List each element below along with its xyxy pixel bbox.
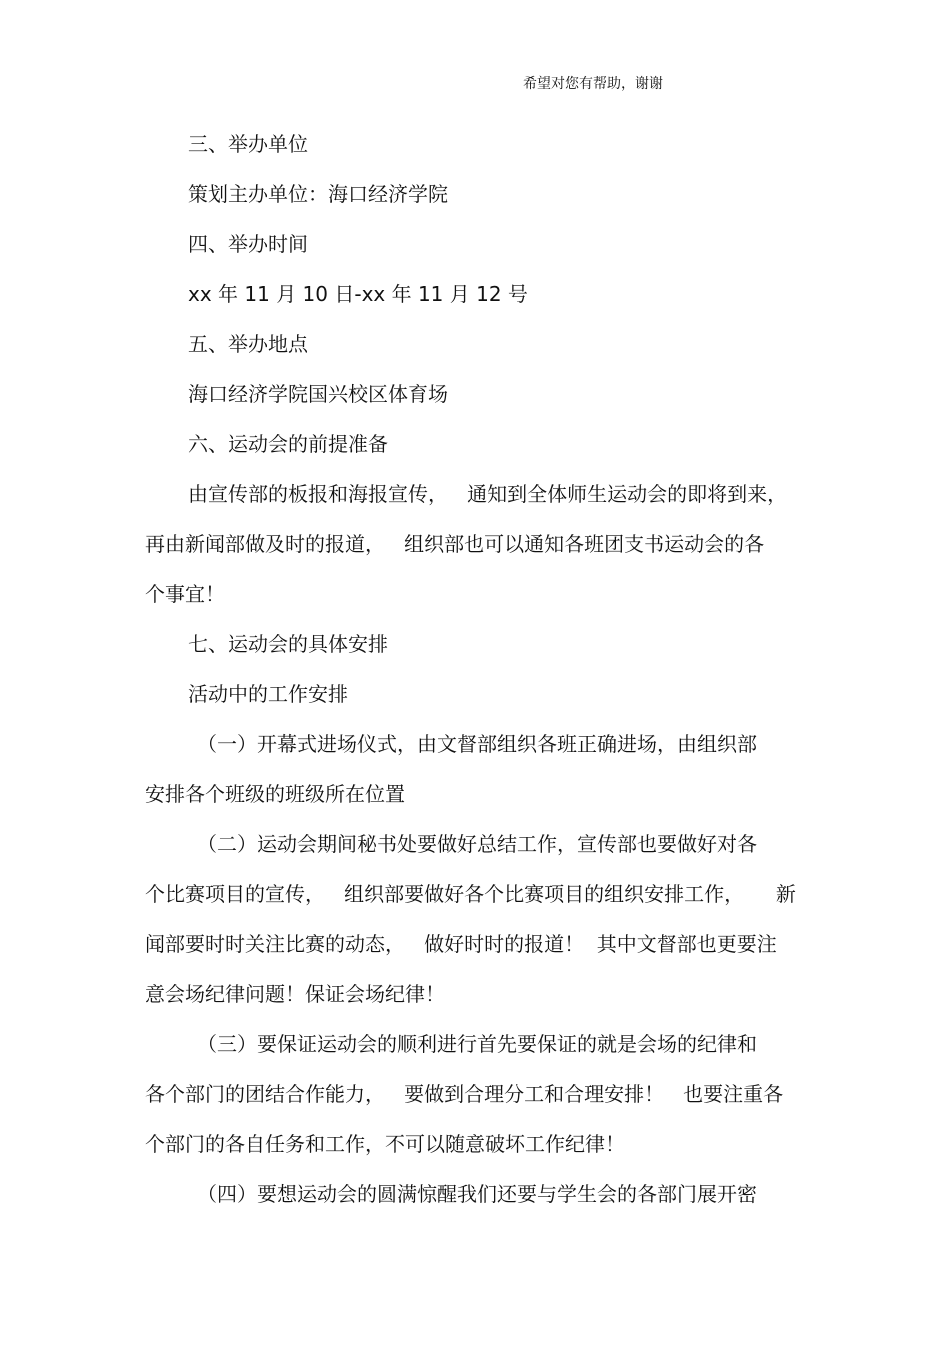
section-heading-7: 七、运动会的具体安排 bbox=[188, 632, 388, 656]
organizer-line: 策划主办单位：海口经济学院 bbox=[188, 182, 448, 206]
section-heading-5: 五、举办地点 bbox=[188, 332, 308, 356]
item-2-line: 闻部要时时关注比赛的动态， 做好时时的报道！ 其中文督部也更要注 bbox=[145, 932, 777, 956]
item-2-line: 个比赛项目的宣传， 组织部要做好各个比赛项目的组织安排工作， 新 bbox=[145, 882, 796, 906]
item-1-line: 安排各个班级的班级所在位置 bbox=[145, 782, 405, 806]
paragraph-line: 由宣传部的板报和海报宣传， 通知到全体师生运动会的即将到来， bbox=[188, 482, 788, 506]
section-heading-6: 六、运动会的前提准备 bbox=[188, 432, 388, 456]
subheading: 活动中的工作安排 bbox=[188, 682, 348, 706]
item-3-line: （三）要保证运动会的顺利进行首先要保证的就是会场的纪律和 bbox=[197, 1032, 757, 1056]
item-3-line: 个部门的各自任务和工作，不可以随意破坏工作纪律！ bbox=[145, 1132, 625, 1156]
date-line: xx 年 11 月 10 日-xx 年 11 月 12 号 bbox=[188, 282, 528, 306]
item-2-line: 意会场纪律问题！保证会场纪律！ bbox=[145, 982, 445, 1006]
header-note: 希望对您有帮助，谢谢 bbox=[523, 76, 663, 92]
section-heading-4: 四、举办时间 bbox=[188, 232, 308, 256]
venue-line: 海口经济学院国兴校区体育场 bbox=[188, 382, 448, 406]
item-4-line: （四）要想运动会的圆满惊醒我们还要与学生会的各部门展开密 bbox=[197, 1182, 757, 1206]
item-1-line: （一）开幕式进场仪式，由文督部组织各班正确进场，由组织部 bbox=[197, 732, 757, 756]
section-heading-3: 三、举办单位 bbox=[188, 132, 308, 156]
item-2-line: （二）运动会期间秘书处要做好总结工作，宣传部也要做好对各 bbox=[197, 832, 757, 856]
paragraph-line: 个事宜！ bbox=[145, 582, 225, 606]
paragraph-line: 再由新闻部做及时的报道， 组织部也可以通知各班团支书运动会的各 bbox=[145, 532, 765, 556]
item-3-line: 各个部门的团结合作能力， 要做到合理分工和合理安排！ 也要注重各 bbox=[145, 1082, 784, 1106]
